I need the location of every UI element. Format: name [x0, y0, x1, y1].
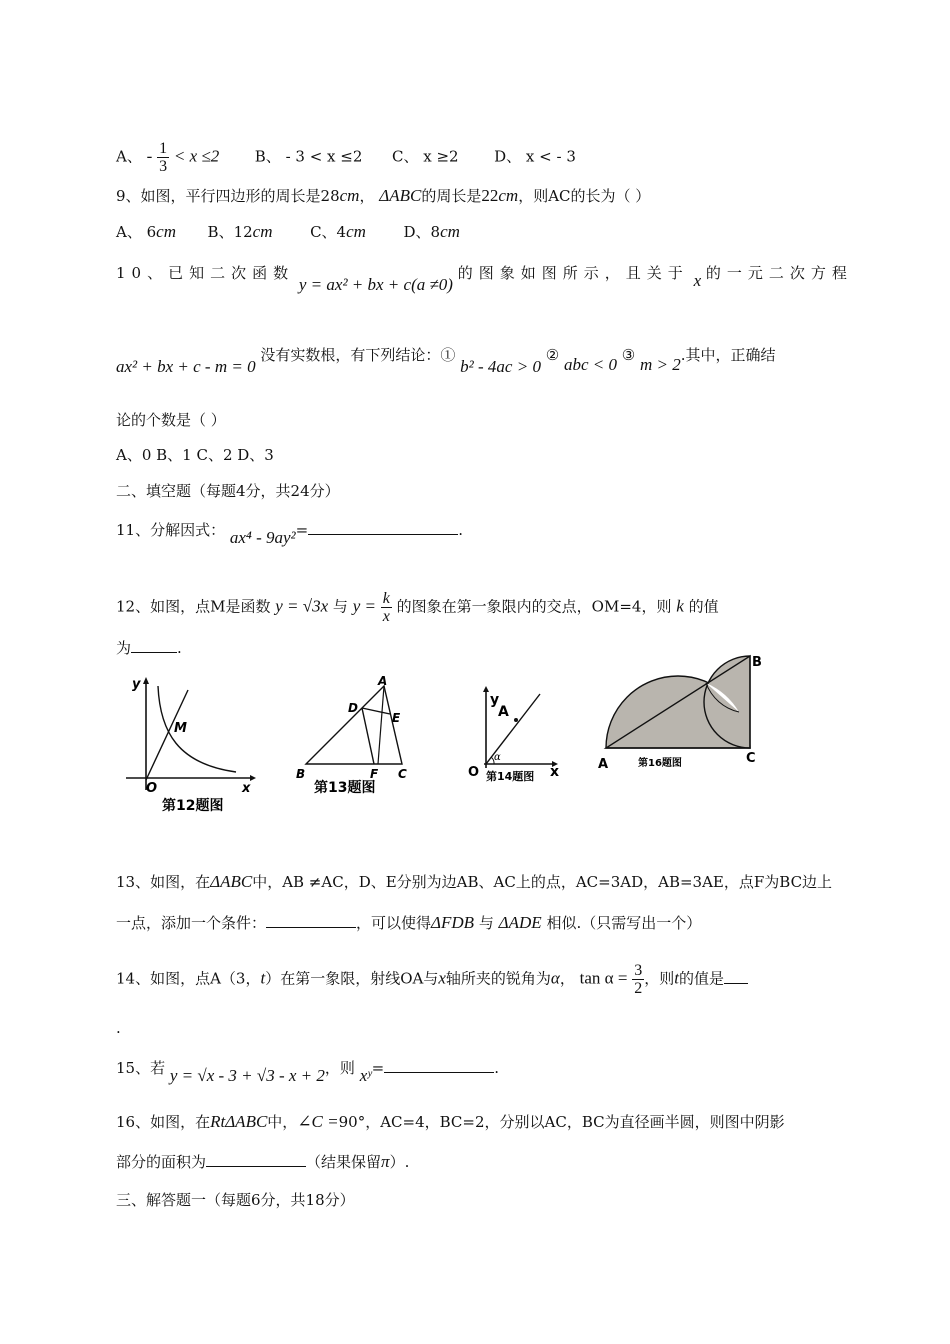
q14-frac-den: 2	[634, 980, 643, 997]
q12-end: .	[177, 639, 182, 657]
q15-stem-a: 15、若	[116, 1059, 166, 1077]
q10-stem-line2	[116, 345, 776, 376]
q12-and: 与	[332, 597, 348, 616]
q14-x: x	[438, 968, 446, 988]
q10-stem-e: .其中，正确结	[680, 346, 776, 364]
q9-value: 22	[481, 186, 499, 205]
f14-y-label: y	[490, 692, 500, 708]
q10-mark-3: ③	[621, 346, 636, 364]
q9-stem-b: ，	[359, 187, 375, 205]
q10-conclusion-2: abc < 0	[563, 355, 617, 374]
q10-mark-2: ②	[545, 346, 560, 364]
q11	[116, 520, 463, 547]
q14-stem-b: ）在第一象限，射线OA与	[265, 969, 439, 988]
q10-equation: ax² + bx + c - m = 0	[116, 357, 256, 376]
q8-option-a-rest: < x ≤2	[173, 146, 220, 166]
f16-caption: 第16题图	[638, 758, 682, 769]
q9-option-b-unit: cm	[252, 222, 273, 241]
q14-stem-a: 14、如图，点A（3，	[116, 969, 261, 988]
q12-fraction	[381, 590, 392, 625]
q14-stem-d: ，	[559, 969, 575, 988]
q12-function-2-lhs: y =	[352, 596, 376, 616]
f12-m-label: M	[174, 721, 187, 736]
f12-x-label: x	[242, 781, 251, 796]
q12-answer-blank[interactable]	[131, 638, 177, 653]
q14-alpha: α	[550, 968, 560, 988]
q8-option-a-prefix: A、	[116, 147, 142, 166]
q9-option-b: B、12	[207, 223, 253, 241]
q13-triangle-ade: ΔADE	[498, 913, 542, 932]
q8-frac-den: 3	[159, 158, 168, 175]
q10-stem-d: 没有实数根，有下列结论：①	[260, 346, 456, 364]
q11-equals: =	[295, 521, 309, 539]
f13-caption: 第13题图	[314, 780, 376, 796]
q8-option-d: D、 x < - 3	[494, 147, 576, 166]
q14-t-2: t	[674, 968, 679, 988]
q12-stem-a: 12、如图，点M是函数	[116, 597, 271, 616]
q15-equals: =	[371, 1059, 385, 1077]
q13-stem-d: ，可以使得	[356, 914, 432, 932]
q13-triangle-fdb: ΔFDB	[431, 913, 475, 932]
figure-13	[292, 672, 422, 802]
f12-origin-label: O	[146, 781, 158, 796]
q10-conclusion-1: b² - 4ac > 0	[460, 357, 541, 376]
f16-b-label: B	[752, 655, 762, 670]
q14-end: .	[116, 1019, 121, 1037]
q9-stem-a: 9、如图，平行四边形的周长是28	[116, 187, 340, 205]
q12-stem-d: 为	[116, 639, 132, 657]
q8-options	[116, 140, 576, 175]
f12-caption: 第12题图	[162, 798, 224, 814]
f13-de	[362, 708, 390, 714]
q12-function-1: y = √3x	[275, 596, 329, 616]
q11-expression: ax⁴ - 9ay²	[229, 528, 296, 547]
q9-stem-c: 的周长是	[421, 187, 482, 205]
q14-tan: tan α =	[579, 968, 628, 988]
q16-stem-a: 16、如图，在	[116, 1113, 211, 1131]
q16-stem-f: ）.	[389, 1153, 410, 1171]
section-2-heading: 二、填空题（每题4分，共24分）	[116, 482, 340, 500]
q10-stem-a: 10、已知二次函数	[116, 264, 295, 282]
q16-pi: π	[381, 1152, 390, 1171]
q12-frac-den: x	[382, 608, 390, 625]
q8-option-a-fraction	[157, 140, 169, 175]
f13-triangle	[306, 686, 402, 764]
q15-stem-b: ，则	[324, 1059, 355, 1077]
q12-stem-b: 的图象在第一象限内的交点，OM=4，则	[396, 597, 672, 616]
q9-option-d-unit: cm	[440, 222, 460, 241]
q8-option-b: B、 - 3 < x ≤2	[254, 147, 363, 166]
q8-option-c: C、 x ≥2	[391, 147, 459, 166]
q13-stem-c: 一点，添加一个条件：	[116, 914, 267, 932]
q13-triangle: ΔABC	[210, 872, 253, 891]
q9-cm: cm	[339, 186, 360, 205]
q14-line1	[116, 962, 748, 997]
q14-t: t	[260, 968, 266, 988]
q9-stem-d: ，则AC的长为（ ）	[518, 187, 651, 205]
q15	[116, 1058, 499, 1085]
q16-line1	[116, 1112, 785, 1132]
f12-x-arrow	[250, 775, 256, 781]
q11-stem: 11、分解因式：	[116, 521, 226, 539]
q14-fraction	[632, 962, 644, 997]
q15-end: .	[494, 1059, 499, 1077]
q14-answer-blank[interactable]	[724, 969, 748, 984]
q13-stem-a: 13、如图，在	[116, 873, 211, 891]
f14-alpha-label: α	[494, 752, 501, 763]
q9-option-a: A、 6	[116, 223, 157, 241]
q16-line2	[116, 1152, 409, 1172]
q12-stem-c: 的值	[688, 597, 719, 616]
q13-line1	[116, 872, 832, 892]
figure-12	[118, 672, 258, 816]
q16-angle: ∠C =	[297, 1112, 339, 1131]
q16-stem-b: 中，	[267, 1113, 298, 1131]
f12-y-arrow	[143, 677, 149, 684]
q11-end: .	[458, 521, 463, 539]
q11-answer-blank[interactable]	[308, 520, 458, 535]
f13-a-label: A	[378, 674, 388, 688]
f14-y-arrow	[483, 686, 489, 692]
q9-option-a-unit: cm	[156, 222, 176, 241]
q12-k: k	[676, 596, 684, 616]
figure-16	[594, 652, 766, 776]
f13-af	[378, 686, 384, 764]
f14-x-label: x	[550, 764, 560, 780]
q15-answer-blank[interactable]	[384, 1058, 494, 1073]
q9-option-c: C、4	[310, 223, 347, 241]
f12-y-label: y	[132, 677, 141, 692]
f14-point-a	[514, 718, 518, 722]
q14-frac-num: 3	[634, 962, 643, 979]
q14-stem-f: 的值是	[678, 969, 724, 988]
f14-caption: 第14题图	[486, 770, 535, 783]
q13-line2	[116, 913, 701, 933]
f13-b-label: B	[296, 767, 306, 781]
q12-frac-num: k	[382, 590, 390, 607]
q15-x-power-y: xʸ	[359, 1066, 372, 1085]
q10-stem-f: 论的个数是（ ）	[116, 411, 226, 429]
f13-d-label: D	[348, 701, 358, 715]
q10-function: y = ax² + bx + c(a ≠0)	[298, 275, 453, 294]
section-3-heading: 三、解答题一（每题6分，共18分）	[116, 1191, 355, 1209]
q9-stem	[116, 186, 650, 206]
q10-options: A、0 B、1 C、2 D、3	[116, 446, 274, 464]
f16-c-label: C	[746, 751, 756, 766]
f16-a-label: A	[598, 757, 609, 772]
q16-stem-c: 90°，AC=4，BC=2，分别以AC，BC为直径画半圆，则图中阴影	[338, 1113, 785, 1131]
q15-expression: y = √x - 3 + √3 - x + 2	[169, 1066, 325, 1085]
q13-stem-b: 中，AB ≠AC，D、E分别为边AB、AC上的点，AC=3AD，AB=3AE，点F为BC边上	[252, 873, 833, 891]
q10-conclusion-3: m > 2	[640, 355, 681, 374]
q10-stem-b: 的图象如图所示，且关于	[457, 264, 689, 282]
f14-a-label: A	[498, 704, 509, 720]
f13-f-label: F	[370, 767, 379, 781]
q13-and: 与	[478, 914, 494, 932]
q12-line1	[116, 590, 719, 625]
q16-stem-e: （结果保留	[306, 1153, 382, 1171]
q10-stem-c: 的一元二次方程	[705, 264, 853, 282]
q9-option-d: D、8	[403, 223, 441, 241]
f14-origin-label: O	[468, 765, 480, 780]
q14-stem-c: 轴所夹的锐角为	[445, 969, 551, 988]
figure-14	[460, 680, 570, 790]
q8-frac-num: 1	[159, 140, 168, 157]
f13-c-label: C	[398, 767, 407, 781]
q10-stem-line1	[116, 263, 853, 294]
q9-options	[116, 222, 460, 242]
q9-cm-2: cm	[498, 186, 519, 205]
q13-answer-blank[interactable]	[266, 913, 356, 928]
q10-x: x	[693, 271, 702, 290]
q16-triangle: RtΔABC	[210, 1112, 268, 1131]
q8-option-a-minus: -	[146, 146, 153, 166]
f13-e-label: E	[392, 711, 401, 725]
f13-df	[362, 708, 374, 764]
q9-triangle: ΔABC	[379, 186, 422, 205]
q16-answer-blank[interactable]	[206, 1152, 306, 1167]
q14-stem-e: ，则	[644, 969, 675, 988]
q16-stem-d: 部分的面积为	[116, 1153, 207, 1171]
q13-stem-e: 相似.（只需写出一个）	[546, 914, 702, 932]
q9-option-c-unit: cm	[346, 222, 366, 241]
q12-line2	[116, 638, 182, 658]
